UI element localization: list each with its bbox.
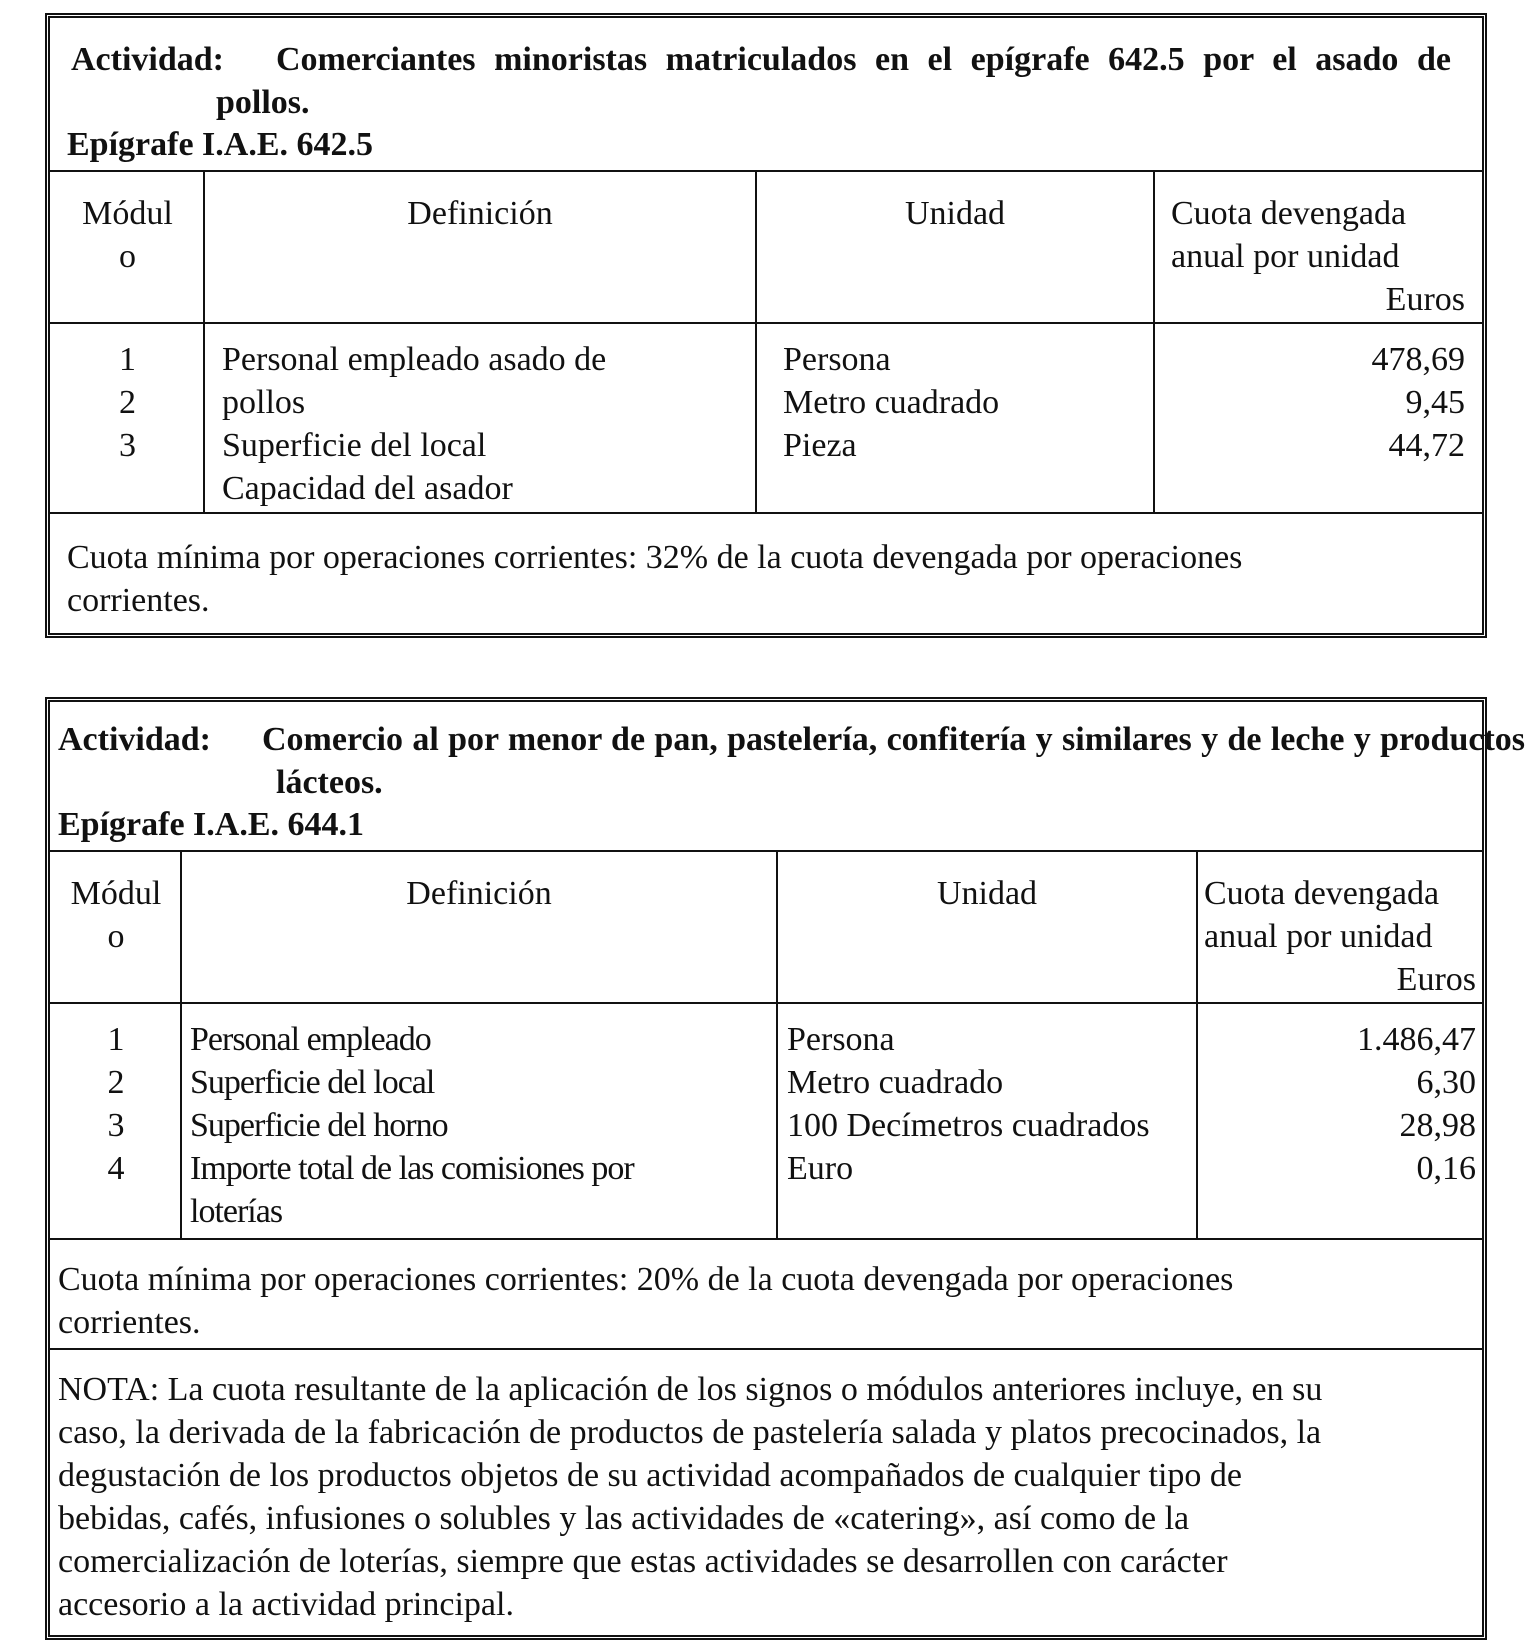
list-item: 3 [107, 1107, 125, 1144]
list-item: Superficie del local [222, 427, 487, 464]
actividad-text: Comercio al por menor de pan, pastelería, confitería y similares y de leche y productos lácteos. [262, 721, 1525, 801]
list-item: Superficie del horno [190, 1107, 448, 1144]
table-header [50, 18, 1482, 172]
list-item: Superficie del local [190, 1064, 435, 1101]
unidad-column [787, 1018, 1150, 1190]
list-item: 6,30 [1416, 1064, 1476, 1101]
list-item: Euro [787, 1150, 854, 1187]
list-item: Personal empleado asado de [222, 341, 607, 378]
unidad-column [783, 338, 999, 467]
list-item: 100 Decímetros cuadrados [787, 1107, 1150, 1144]
cuota-minima-note: Cuota mínima por operaciones corrientes: 20% de la cuota devengada por operaciones corrientes. [58, 1261, 1234, 1341]
header-definicion: Definición [407, 195, 553, 232]
nota-paragraph: NOTA: La cuota resultante de la aplicación de los signos o módulos anteriores incluye, en su caso, la derivada de la fabricación de productos de pastelería salada y platos precocinados, la degustación de los productos objetos de su actividad acompañados de cualquier tipo de bebidas, cafés, infusiones o solubles y las actividades de «catering», así como de la comercialización de loterías, siempre que estas actividades se desarrollen con carácter accesorio a la actividad principal. [58, 1371, 1323, 1623]
epigrafe-title: Epígrafe I.A.E. 642.5 [67, 126, 373, 163]
column-divider [1153, 170, 1155, 514]
list-item: 478,69 [1371, 341, 1465, 378]
modulo-column [52, 338, 203, 467]
table-epigrafe-644-1 [45, 697, 1525, 1640]
cuota-column [1204, 1018, 1476, 1190]
list-item: 2 [107, 1064, 125, 1101]
list-item: Personal empleado [190, 1021, 431, 1058]
table-epigrafe-642-5 [45, 13, 1487, 638]
header-unidad: Unidad [904, 195, 1006, 232]
header-cuota: Cuota devengada anual por unidad Euros [1204, 875, 1476, 998]
definicion-column [190, 1018, 634, 1233]
epigrafe-title: Epígrafe I.A.E. 644.1 [58, 806, 364, 843]
list-item: 3 [119, 427, 136, 464]
list-item: Pieza [783, 427, 857, 464]
header-cuota: Cuota devengada anual por unidad Euros [1171, 195, 1465, 318]
list-item: Metro cuadrado [787, 1064, 1004, 1101]
header-modulo: Módul o [82, 195, 173, 275]
cuota-column [1171, 338, 1465, 467]
column-divider [1196, 850, 1198, 1240]
cuota-minima-note: Cuota mínima por operaciones corrientes: 32% de la cuota devengada por operaciones corrientes. [67, 539, 1243, 619]
row-divider [50, 322, 1482, 324]
actividad-text: Comerciantes minoristas matriculados en el epígrafe 642.5 por el asado de pollos. [216, 41, 1451, 121]
list-item: 1 [107, 1021, 125, 1058]
list-item: Metro cuadrado [783, 384, 1000, 421]
list-item: 1.486,47 [1357, 1021, 1476, 1058]
list-item: Capacidad del asador [222, 470, 513, 507]
row-divider [50, 1348, 1482, 1350]
row-divider [50, 512, 1482, 514]
list-item: 0,16 [1416, 1150, 1476, 1187]
header-modulo: Módul o [70, 875, 162, 955]
actividad-label: Actividad: [58, 721, 211, 758]
list-item: 28,98 [1399, 1107, 1476, 1144]
header-unidad: Unidad [936, 875, 1038, 912]
definicion-column [222, 338, 606, 510]
list-item: 2 [119, 384, 136, 421]
header-definicion: Definición [406, 875, 552, 912]
list-item: 44,72 [1388, 427, 1465, 464]
table-header [50, 702, 1525, 852]
list-item: Persona [783, 341, 891, 378]
row-divider [50, 1002, 1482, 1004]
list-item: Persona [787, 1021, 895, 1058]
list-item: pollos [222, 384, 306, 421]
modulo-column [52, 1018, 180, 1190]
list-item: Importe total de las comisiones por [190, 1150, 634, 1187]
actividad-label: Actividad: [71, 41, 224, 78]
list-item: loterías [190, 1193, 283, 1230]
list-item: 9,45 [1405, 384, 1465, 421]
row-divider [50, 1238, 1482, 1240]
list-item: 4 [107, 1150, 125, 1187]
list-item: 1 [119, 341, 136, 378]
